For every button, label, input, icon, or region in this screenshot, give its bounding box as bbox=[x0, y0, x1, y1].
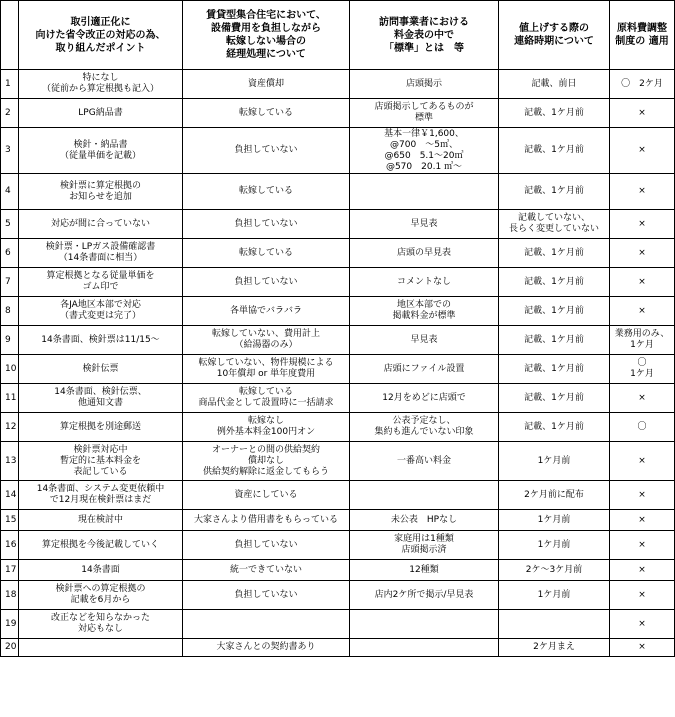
row-number: 2 bbox=[1, 99, 19, 128]
cell-accounting: 資産償却 bbox=[183, 70, 350, 99]
cell-adjust: × bbox=[610, 297, 675, 326]
cell-accounting: 転嫁している bbox=[183, 174, 350, 210]
cell-accounting: 負担していない bbox=[183, 268, 350, 297]
cell-adjust: 〇 bbox=[610, 413, 675, 442]
cell-point: 検針伝票 bbox=[19, 355, 183, 384]
table-row bbox=[1, 239, 675, 268]
cell-timing: 記載、1ケ月前 bbox=[499, 413, 610, 442]
header-point: 取引適正化に 向けた省令改正の対応の為、 取り組んだポイント bbox=[19, 1, 183, 70]
cell-adjust: × bbox=[610, 560, 675, 581]
cell-point: 算定根拠となる従量単価を ゴム印で bbox=[19, 268, 183, 297]
cell-timing: 記載、1ケ月前 bbox=[499, 384, 610, 413]
cell-timing: 記載していない、 長らく変更していない bbox=[499, 210, 610, 239]
cell-standard: 基本一律￥1,600、 @700 ～5㎥、 @650 5.1～20㎥ @570 20.1 ㎥～ bbox=[350, 128, 499, 174]
cell-adjust: 〇 1ケ月 bbox=[610, 355, 675, 384]
row-number: 17 bbox=[1, 560, 19, 581]
header-accounting: 賃貸型集合住宅において、 設備費用を負担しながら 転嫁しない場合の 経理処理について bbox=[183, 1, 350, 70]
table-row bbox=[1, 355, 675, 384]
cell-timing: 1ケ月前 bbox=[499, 442, 610, 481]
row-number: 11 bbox=[1, 384, 19, 413]
cell-adjust: × bbox=[610, 610, 675, 639]
table-row bbox=[1, 581, 675, 610]
cell-standard bbox=[350, 610, 499, 639]
cell-timing: 1ケ月前 bbox=[499, 531, 610, 560]
row-number: 9 bbox=[1, 326, 19, 355]
table-row bbox=[1, 413, 675, 442]
cell-point: 算定根拠を別途郵送 bbox=[19, 413, 183, 442]
cell-adjust: × bbox=[610, 510, 675, 531]
header-number bbox=[1, 1, 19, 70]
cell-adjust: × bbox=[610, 481, 675, 510]
row-number: 15 bbox=[1, 510, 19, 531]
row-number: 4 bbox=[1, 174, 19, 210]
cell-point: 算定根拠を今後記載していく bbox=[19, 531, 183, 560]
cell-standard: 早見表 bbox=[350, 326, 499, 355]
cell-standard: 家庭用は1種類 店頭掲示済 bbox=[350, 531, 499, 560]
cell-standard: 早見表 bbox=[350, 210, 499, 239]
cell-point: 対応が間に合っていない bbox=[19, 210, 183, 239]
cell-adjust: × bbox=[610, 581, 675, 610]
cell-accounting: 統一できていない bbox=[183, 560, 350, 581]
row-number: 8 bbox=[1, 297, 19, 326]
cell-point: 14条書面、システム変更依頼中 で12月現在検針票はまだ bbox=[19, 481, 183, 510]
cell-standard: コメントなし bbox=[350, 268, 499, 297]
cell-timing: 記載、1ケ月前 bbox=[499, 297, 610, 326]
cell-timing: 記載、前日 bbox=[499, 70, 610, 99]
row-number: 19 bbox=[1, 610, 19, 639]
cell-point: 現在検討中 bbox=[19, 510, 183, 531]
row-number: 16 bbox=[1, 531, 19, 560]
row-number: 10 bbox=[1, 355, 19, 384]
cell-accounting: 負担していない bbox=[183, 581, 350, 610]
cell-timing: 1ケ月前 bbox=[499, 510, 610, 531]
cell-timing: 記載、1ケ月前 bbox=[499, 174, 610, 210]
cell-timing: 記載、1ケ月前 bbox=[499, 326, 610, 355]
table-row bbox=[1, 70, 675, 99]
cell-standard bbox=[350, 639, 499, 657]
cell-standard bbox=[350, 174, 499, 210]
cell-accounting: 負担していない bbox=[183, 531, 350, 560]
cell-adjust: × bbox=[610, 639, 675, 657]
cell-accounting: 転嫁していない、物件規模による 10年償却 or 単年度費用 bbox=[183, 355, 350, 384]
cell-timing: 記載、1ケ月前 bbox=[499, 128, 610, 174]
cell-point: 検針票・LPガス設備確認書 （14条書面に相当） bbox=[19, 239, 183, 268]
table-row bbox=[1, 531, 675, 560]
cell-timing: 記載、1ケ月前 bbox=[499, 355, 610, 384]
table-row bbox=[1, 268, 675, 297]
row-number: 6 bbox=[1, 239, 19, 268]
cell-standard: 店頭にファイル設置 bbox=[350, 355, 499, 384]
cell-point: 検針票への算定根拠の 記載を6月から bbox=[19, 581, 183, 610]
table-row bbox=[1, 174, 675, 210]
table-row bbox=[1, 326, 675, 355]
cell-point: 各JA地区本部で対応 （書式変更は完了） bbox=[19, 297, 183, 326]
row-number: 5 bbox=[1, 210, 19, 239]
cell-timing bbox=[499, 610, 610, 639]
cell-adjust: × bbox=[610, 174, 675, 210]
table-row bbox=[1, 442, 675, 481]
cell-accounting: 転嫁なし 例外基本料金100円オン bbox=[183, 413, 350, 442]
cell-point bbox=[19, 639, 183, 657]
cell-adjust: × bbox=[610, 384, 675, 413]
table-row bbox=[1, 481, 675, 510]
cell-standard: 12種類 bbox=[350, 560, 499, 581]
cell-standard bbox=[350, 481, 499, 510]
cell-adjust: × bbox=[610, 531, 675, 560]
cell-point: 検針票対応中 暫定的に基本料金を 表記している bbox=[19, 442, 183, 481]
cell-point: 改正などを知らなかった 対応もなし bbox=[19, 610, 183, 639]
cell-adjust: × bbox=[610, 268, 675, 297]
cell-adjust: 業務用のみ、 1ケ月 bbox=[610, 326, 675, 355]
cell-point: 検針票に算定根拠の お知らせを追加 bbox=[19, 174, 183, 210]
cell-point: 14条書面、検針票は11/15～ bbox=[19, 326, 183, 355]
table-row bbox=[1, 210, 675, 239]
cell-timing: 1ケ月前 bbox=[499, 581, 610, 610]
table-row bbox=[1, 610, 675, 639]
cell-timing: 記載、1ケ月前 bbox=[499, 239, 610, 268]
cell-standard: 店頭の早見表 bbox=[350, 239, 499, 268]
cell-standard: 店頭掲示してあるものが 標準 bbox=[350, 99, 499, 128]
table-row bbox=[1, 639, 675, 657]
cell-accounting: 大家さんとの契約書あり bbox=[183, 639, 350, 657]
cell-timing: 記載、1ケ月前 bbox=[499, 268, 610, 297]
cell-accounting: オーナーとの間の供給契約 償却なし 供給契約解除に返金してもらう bbox=[183, 442, 350, 481]
cell-adjust: 〇 2ケ月 bbox=[610, 70, 675, 99]
cell-point: 14条書面 bbox=[19, 560, 183, 581]
cell-standard: 公表予定なし、 集約も進んでいない印象 bbox=[350, 413, 499, 442]
cell-accounting: 転嫁している bbox=[183, 239, 350, 268]
cell-point: 14条書面、検針伝票、 他通知文書 bbox=[19, 384, 183, 413]
table-row bbox=[1, 128, 675, 174]
cell-standard: 12月をめどに店頭で bbox=[350, 384, 499, 413]
cell-standard: 一番高い料金 bbox=[350, 442, 499, 481]
cell-accounting: 転嫁している 商品代金として設置時に一括請求 bbox=[183, 384, 350, 413]
row-number: 7 bbox=[1, 268, 19, 297]
table-row bbox=[1, 384, 675, 413]
cell-standard: 店頭掲示 bbox=[350, 70, 499, 99]
cell-standard: 未公表 HPなし bbox=[350, 510, 499, 531]
row-number: 1 bbox=[1, 70, 19, 99]
cell-point: 特になし （従前から算定根拠も記入） bbox=[19, 70, 183, 99]
cell-adjust: × bbox=[610, 239, 675, 268]
cell-accounting: 各単協でバラバラ bbox=[183, 297, 350, 326]
cell-adjust: × bbox=[610, 99, 675, 128]
cell-accounting: 転嫁している bbox=[183, 99, 350, 128]
cell-standard: 地区本部での 掲載料金が標準 bbox=[350, 297, 499, 326]
cell-point: LPG納品書 bbox=[19, 99, 183, 128]
cell-adjust: × bbox=[610, 128, 675, 174]
cell-timing: 2ケ月前に配布 bbox=[499, 481, 610, 510]
cell-adjust: × bbox=[610, 442, 675, 481]
table-row bbox=[1, 560, 675, 581]
cell-accounting: 資産にしている bbox=[183, 481, 350, 510]
header-timing: 値上げする際の 連絡時期について bbox=[499, 1, 610, 70]
table-row bbox=[1, 297, 675, 326]
cell-accounting: 転嫁していない、費用計上 （給湯器のみ） bbox=[183, 326, 350, 355]
row-number: 18 bbox=[1, 581, 19, 610]
header-adjust: 原料費調整 制度の 適用 bbox=[610, 1, 675, 70]
cell-timing: 2ケ月まえ bbox=[499, 639, 610, 657]
cell-point: 検針・納品書 （従量単価を記載） bbox=[19, 128, 183, 174]
row-number: 13 bbox=[1, 442, 19, 481]
header-row bbox=[1, 1, 675, 70]
cell-accounting bbox=[183, 610, 350, 639]
row-number: 12 bbox=[1, 413, 19, 442]
cell-timing: 2ケ～3ケ月前 bbox=[499, 560, 610, 581]
row-number: 14 bbox=[1, 481, 19, 510]
header-standard: 訪問事業者における 料金表の中で 「標準」とは 等 bbox=[350, 1, 499, 70]
cell-standard: 店内2ケ所で掲示/早見表 bbox=[350, 581, 499, 610]
row-number: 3 bbox=[1, 128, 19, 174]
table-row bbox=[1, 99, 675, 128]
cell-timing: 記載、1ケ月前 bbox=[499, 99, 610, 128]
cell-accounting: 大家さんより借用書をもらっている bbox=[183, 510, 350, 531]
row-number: 20 bbox=[1, 639, 19, 657]
cell-accounting: 負担していない bbox=[183, 128, 350, 174]
cell-adjust: × bbox=[610, 210, 675, 239]
table-row bbox=[1, 510, 675, 531]
cell-accounting: 負担していない bbox=[183, 210, 350, 239]
